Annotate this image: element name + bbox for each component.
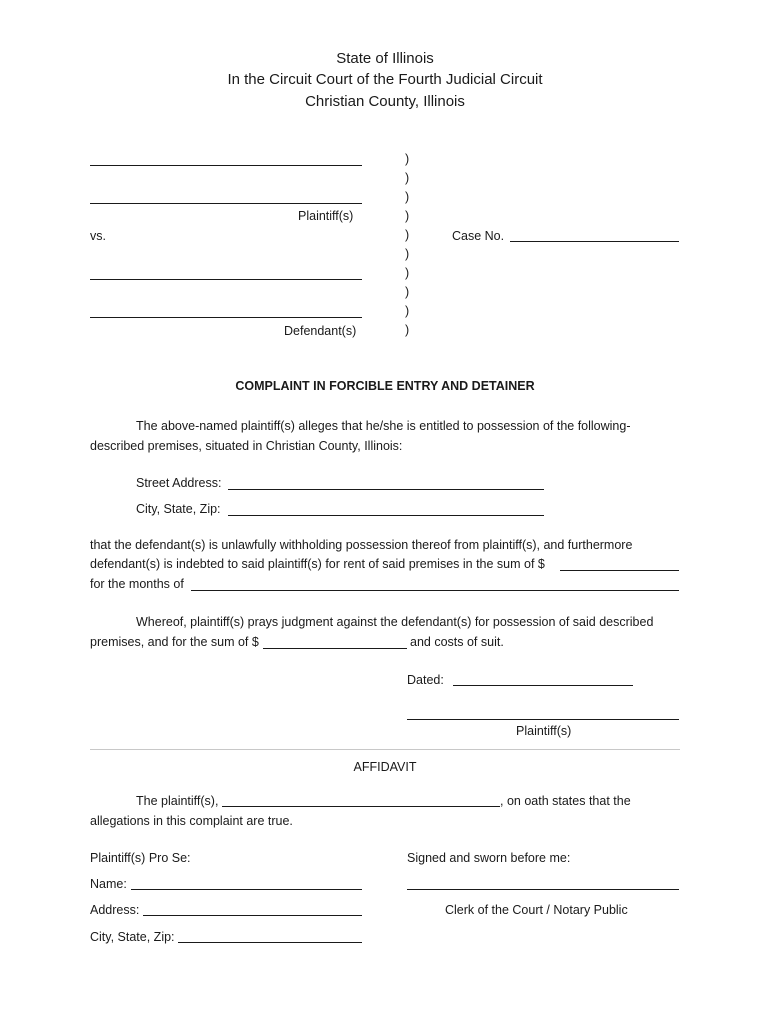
defendant-name-line-1[interactable] (90, 279, 362, 280)
plaintiff-name-line-1[interactable] (90, 165, 362, 166)
pro-se-name-label: Name: (90, 877, 127, 891)
caption-paren: ) (405, 209, 410, 223)
sworn-label: Signed and sworn before me: (407, 851, 571, 865)
clerk-label: Clerk of the Court / Notary Public (445, 903, 628, 917)
clerk-signature-line[interactable] (407, 889, 679, 890)
city-state-zip-label: City, State, Zip: (136, 502, 221, 516)
affidavit-line2: allegations in this complaint are true. (90, 814, 293, 828)
caption-paren: ) (405, 152, 410, 166)
months-field[interactable] (191, 590, 679, 591)
affidavit-line1a: The plaintiff(s), (136, 794, 219, 808)
months-label: for the months of (90, 577, 184, 591)
pro-se-name-field[interactable] (131, 889, 362, 890)
section-divider (90, 749, 680, 750)
pro-se-address-label: Address: (90, 903, 140, 917)
plaintiff-signature-line[interactable] (407, 719, 679, 720)
case-no-field[interactable] (510, 241, 679, 242)
caption-paren: ) (405, 323, 410, 337)
complaint-para1-line1: The above-named plaintiff(s) alleges that he/she is entitled to possession of the following- (136, 419, 631, 433)
caption-paren: ) (405, 304, 410, 318)
caption-paren: ) (405, 266, 410, 280)
complaint-para1-line2: described premises, situated in Christian County, Illinois: (90, 439, 403, 453)
street-address-field[interactable] (228, 489, 544, 490)
caption-paren: ) (405, 171, 410, 185)
court-state: State of Illinois (336, 50, 434, 67)
pro-se-address-field[interactable] (143, 915, 362, 916)
dated-label: Dated: (407, 673, 444, 687)
plaintiff-label: Plaintiff(s) (298, 209, 354, 223)
case-no-label: Case No. (452, 229, 505, 243)
affidavit-line1b: , on oath states that the (500, 794, 631, 808)
complaint-para2-line1: that the defendant(s) is unlawfully withholding possession thereof from plaintiff(s), and furthermore (90, 538, 633, 552)
pro-se-city-field[interactable] (178, 942, 362, 943)
street-address-label: Street Address: (136, 476, 222, 490)
affidavit-title: AFFIDAVIT (353, 760, 417, 774)
caption-paren: ) (405, 285, 410, 299)
complaint-para3-line1: Whereof, plaintiff(s) prays judgment against the defendant(s) for possession of said described (136, 615, 654, 629)
dated-field[interactable] (453, 685, 633, 686)
judgment-sum-field[interactable] (263, 648, 407, 649)
defendant-name-line-2[interactable] (90, 317, 362, 318)
complaint-title: COMPLAINT IN FORCIBLE ENTRY AND DETAINER (235, 379, 535, 393)
pro-se-city-label: City, State, Zip: (90, 930, 175, 944)
court-name: In the Circuit Court of the Fourth Judicial Circuit (227, 71, 543, 88)
caption-paren: ) (405, 247, 410, 261)
costs-of-suit-text: and costs of suit. (410, 635, 504, 649)
defendant-label: Defendant(s) (284, 324, 357, 338)
caption-paren: ) (405, 228, 410, 242)
judgment-sum-label: premises, and for the sum of $ (90, 635, 259, 649)
city-state-zip-field[interactable] (228, 515, 544, 516)
complaint-para2-line2: defendant(s) is indebted to said plaintiff(s) for rent of said premises in the sum of $ (90, 557, 545, 571)
court-county: Christian County, Illinois (305, 93, 465, 110)
rent-amount-field[interactable] (560, 570, 679, 571)
plaintiff-signature-label: Plaintiff(s) (516, 724, 572, 738)
caption-paren: ) (405, 190, 410, 204)
affidavit-plaintiff-field[interactable] (222, 806, 500, 807)
pro-se-label: Plaintiff(s) Pro Se: (90, 851, 191, 865)
plaintiff-name-line-2[interactable] (90, 203, 362, 204)
vs-label: vs. (90, 229, 106, 243)
